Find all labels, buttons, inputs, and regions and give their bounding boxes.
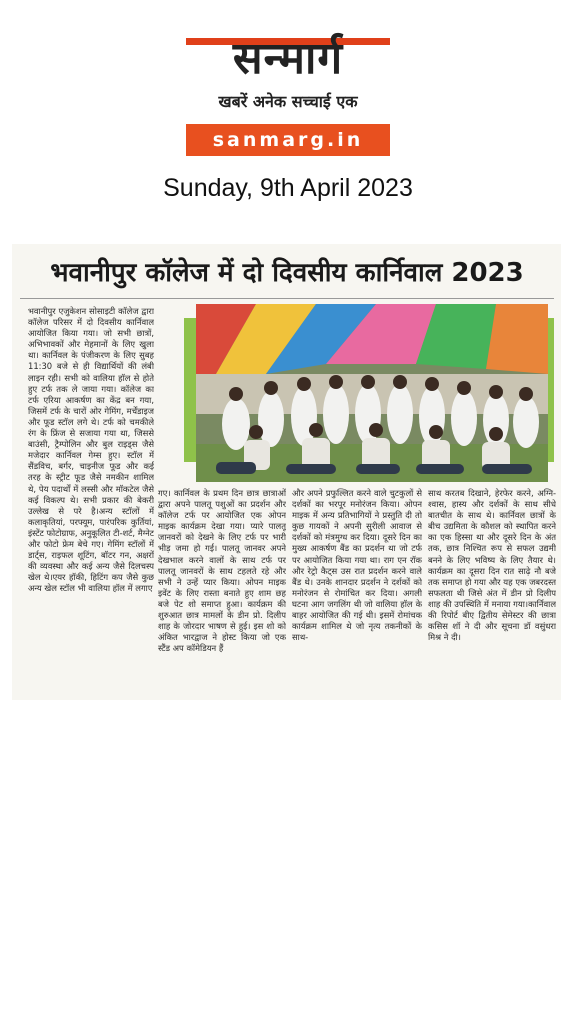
article-headline: भवानीपुर कॉलेज में दो दिवसीय कार्निवाल 2023 (50, 258, 524, 288)
headline-divider (20, 298, 554, 299)
news-clipping (12, 244, 561, 700)
masthead-tagline: खबरें अनेक सच्चाई एक (218, 92, 358, 111)
article-column-3: और अपने प्रफुल्लित करने वाले चुटकुलों से दर्शकों का भरपूर मनोरंजन किया। ओपन माइक में अन्य प्रतिभागियों ने प्रस्तुति दी तो कुछ गायकों ने अपनी सुरीली आवाज से दर्शकों को मंत्रमुग्ध कर दिया। दूसरे दिन का मुख्य आकर्षण बैंड का प्रदर्शन था जो टर्फ पर आयोजित किया गया था। राग एन रॉक और रेट्रो कैट्स उस रात प्रदर्शन करने वाले बैंड थे। उनके शानदार प्रदर्शन ने दर्शकों को मनोरंजन से रोमांचित कर दिया। अगली घटना आग जगलिंग थी जो वालिया हॉल के बाहर आयोजित की गई थी। इसमें रोमांचक कार्यक्रम शामिल थे जो नृत्य तकनीकों के साथ- (292, 488, 422, 643)
publication-date: Sunday, 9th April 2023 (163, 174, 413, 202)
group-photo-illustration (196, 304, 548, 482)
article-column-1: भवानीपुर एजुकेशन सोसाइटी कॉलेज द्वारा कॉलेज परिसर में दो दिवसीय कार्निवाल आयोजित किया गया। जो सभी छात्रों, अभिभावकों और मेहमानों के लिए खुला था। कार्निवल के पंजीकरण के लिए सुबह 11:30 बजे से ही विद्यार्थियों की लंबी लाइन रही। सभी को वालिया हॉल से होते हुए टर्फ तक ले जाया गया। कॉलेज का टर्फ एरिया आकर्षण का केंद्र बन गया, जिसमें टर्फ के चारों ओर गेमिंग, मर्चेंडाइज और फूड स्टॉल लगे थे। टर्फ को चमकीले रंग के फ्रिंज से सजाया गया था, जिससे बाउंसी, ट्रैम्पोलिन और बुल राइड्स जैसे मजेदार कार्निवल गेम्स हुए। स्टॉल में सैंडविच, बर्गर, चाइनीज फूड और कई तरह के स्ट्रीट फूड जैसे नमकीन शामिल थे, पेय पदार्थों में लस्सी और मॉकटेल जैसे कई विकल्प थे। सभी प्रकार की बेकरी उल्लेख से परे है।अन्य स्टॉलों में कलाकृतियां, परफ्यूम, पारंपरिक कुर्तियां, इंस्टेंट फोटोग्राफ, अनुकूलित टी-शर्ट, मैग्नेट और फोटो फ्रेम बेचे गए। गेमिंग स्टॉलों में डार्ट्स, राइफल शूटिंग, बॉटर गन, अक्षरों की व्यवस्था और कई अन्य जैसे दिलचस्प खेल थे।एयर हॉकी, हिटिंग कप जैसे कुछ अन्य खेल स्टॉल भी वालिया हॉल में लगाए (28, 306, 154, 594)
newspaper-logo: सन्मार्ग (232, 33, 344, 84)
article-column-2: गए। कार्निवल के प्रथम दिन छात्र छात्राओं द्वारा अपने पालतू पशुओं का प्रदर्शन और कॉलेज टर्फ पर आयोजित एक ओपन माइक कार्यक्रम देखा गया। प्यारे पालतू जानवरों को देखने के लिए टर्फ पर भारी भीड़ जमा हो गई। पालतू जानवर अपने देखभाल करने वालों के साथ टर्फ पर पालतू जानवरों के साथ टहलते रहे और सभी ने उन्हें प्यार किया। ओपन माइक इवेंट के लिए रास्ता बनाते हुए शाम छह बजे पेट शो समाप्त हुआ। कार्यक्रम की शुरुआत छात्र मामलों के डीन प्रो. दिलीप शाह के जोरदार भाषण से हुई। इस शो को अंकित भारद्वाज ने होस्ट किया जो एक स्टैंड अप कॉमेडियन हैं (158, 488, 286, 654)
group-photo (196, 304, 548, 482)
website-url: sanmarg.in (186, 124, 390, 156)
article-column-4: साथ करतब दिखाने, हेरफेर करने, अग्नि-श्वास, हास्य और दर्शकों के साथ सीधे बातचीत के साथ थे। कार्निवल छात्रों के बीच उद्यमिता के कौशल को स्थापित करने का एक हिस्सा था और दूसरे दिन के अंत तक, छात्र निश्चित रूप से सफल उद्यमी बनने के लिए भविष्य के लिए तैयार थे। कार्यक्रम का दूसरा दिन रात साढ़े नौ बजे तक समाप्त हो गया और यह एक जबरदस्त सफलता थी जिसे अंत में डीन प्रो दिलीप शाह की उपस्थिति में मनाया गया।कार्निवाल की रिपोर्ट बीए द्वितीय सेमेस्टर की छात्रा कसिस शॉ ने दी और सूचना डॉ वसुंधरा मिश्र ने दी। (428, 488, 556, 643)
